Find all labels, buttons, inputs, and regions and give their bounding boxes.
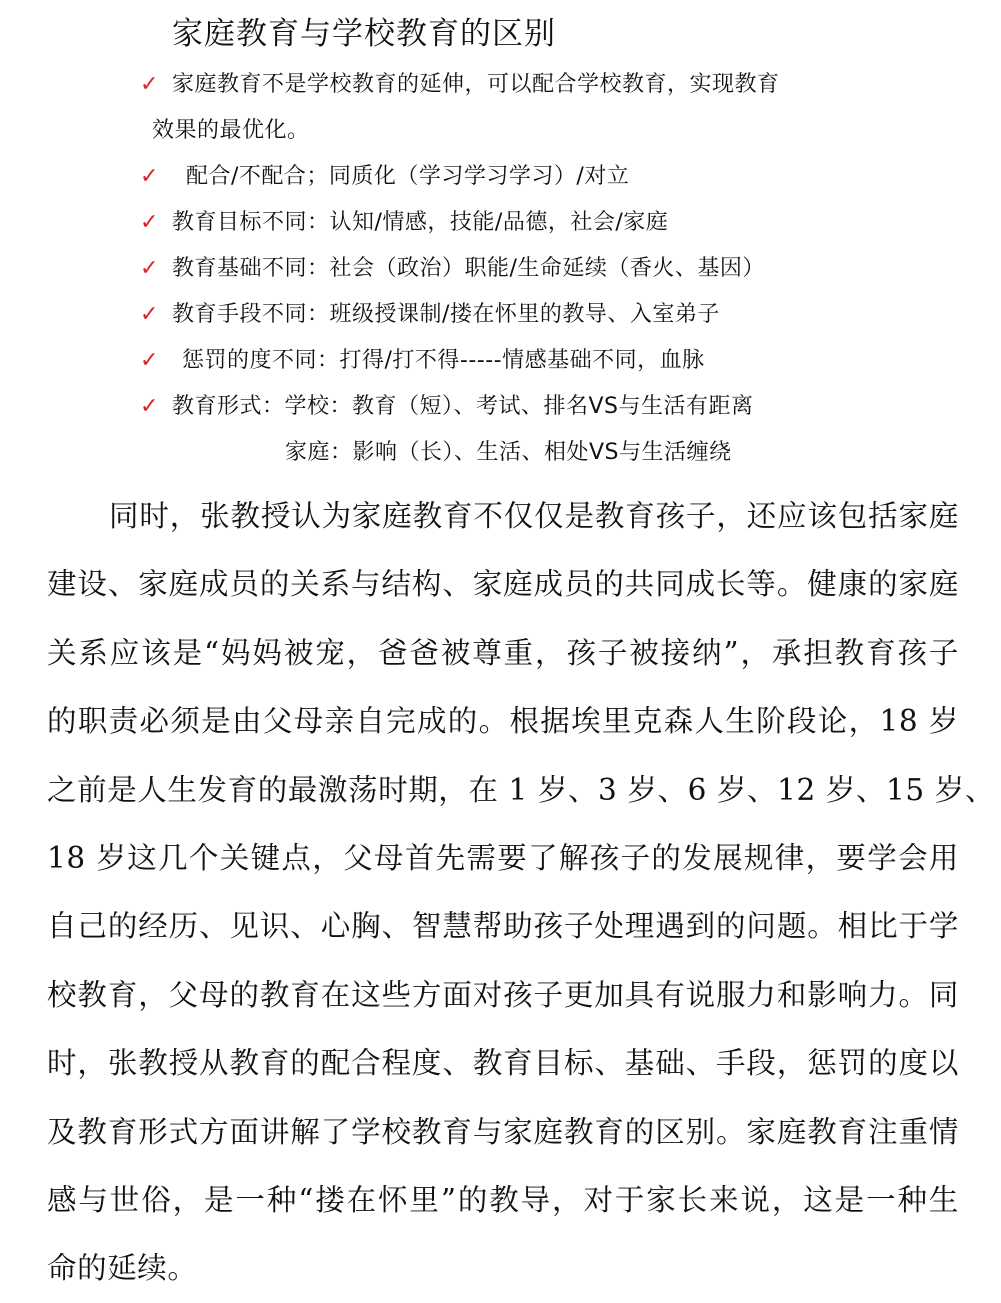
bullet-item <box>140 338 940 384</box>
bullet-continuation <box>140 108 940 154</box>
paragraph-line: 18 岁这几个关键点，父母首先需要了解孩子的发展规律，要学会用 <box>47 840 959 875</box>
bullet-item <box>140 292 940 338</box>
paragraph-line: 自己的经历、见识、心胸、智慧帮助孩子处理遇到的问题。相比于学 <box>47 909 959 944</box>
paragraph-line: 的职责必须是由父母亲自完成的。根据埃里克森人生阶段论，18 岁 <box>47 704 959 739</box>
bullet-text: 教育基础不同：社会（政治）职能/生命延续（香火、基因） <box>172 256 765 281</box>
bullet-text: 家庭：影响（长）、生活、相处VS与生活缠绕 <box>285 440 732 465</box>
paragraph-line: 关系应该是“妈妈被宠，爸爸被尊重，孩子被接纳”，承担教育孩子 <box>47 635 959 670</box>
bullet-text: 惩罚的度不同：打得/打不得-----情感基础不同，血脉 <box>182 348 705 373</box>
paragraph-line: 建设、家庭成员的关系与结构、家庭成员的共同成长等。健康的家庭 <box>47 567 959 602</box>
bullet-item <box>140 246 940 292</box>
paragraph-line: 感与世俗，是一种“搂在怀里”的教导，对于家长来说，这是一种生 <box>47 1182 959 1217</box>
check-icon: ✓ <box>140 302 159 327</box>
bullet-text: 家庭教育不是学校教育的延伸，可以配合学校教育，实现教育 <box>172 72 780 97</box>
paragraph-line: 之前是人生发育的最激荡时期，在 1 岁、3 岁、6 岁、12 岁、15 岁、 <box>47 772 995 807</box>
bullet-item <box>140 384 940 430</box>
bullet-item <box>140 200 940 246</box>
check-icon: ✓ <box>140 256 159 281</box>
check-icon: ✓ <box>140 394 159 419</box>
bullet-list <box>140 62 940 476</box>
check-icon: ✓ <box>140 164 159 189</box>
paragraph-line: 命的延续。 <box>47 1251 198 1286</box>
bullet-item <box>140 154 940 200</box>
paragraph-line: 校教育，父母的教育在这些方面对孩子更加具有说服力和影响力。同 <box>47 977 959 1012</box>
bullet-text: 效果的最优化。 <box>152 118 310 143</box>
bullet-text: 配合/不配合；同质化（学习学习学习）/对立 <box>186 164 630 189</box>
check-icon: ✓ <box>140 210 159 235</box>
paragraph-line: 同时，张教授认为家庭教育不仅仅是教育孩子，还应该包括家庭 <box>109 499 959 533</box>
paragraph-line: 及教育形式方面讲解了学校教育与家庭教育的区别。家庭教育注重情 <box>47 1114 959 1149</box>
body-paragraph <box>47 482 995 1303</box>
slide-title: 家庭教育与学校教育的区别 <box>172 16 556 52</box>
bullet-continuation <box>140 430 940 476</box>
bullet-item <box>140 62 940 108</box>
paragraph-line: 时，张教授从教育的配合程度、教育目标、基础、手段，惩罚的度以 <box>47 1046 959 1081</box>
bullet-text: 教育目标不同：认知/情感，技能/品德，社会/家庭 <box>172 210 669 235</box>
check-icon: ✓ <box>140 348 159 373</box>
bullet-text: 教育手段不同：班级授课制/搂在怀里的教导、入室弟子 <box>172 302 720 327</box>
bullet-text: 教育形式：学校：教育（短）、考试、排名VS与生活有距离 <box>172 394 754 419</box>
check-icon: ✓ <box>140 72 159 97</box>
